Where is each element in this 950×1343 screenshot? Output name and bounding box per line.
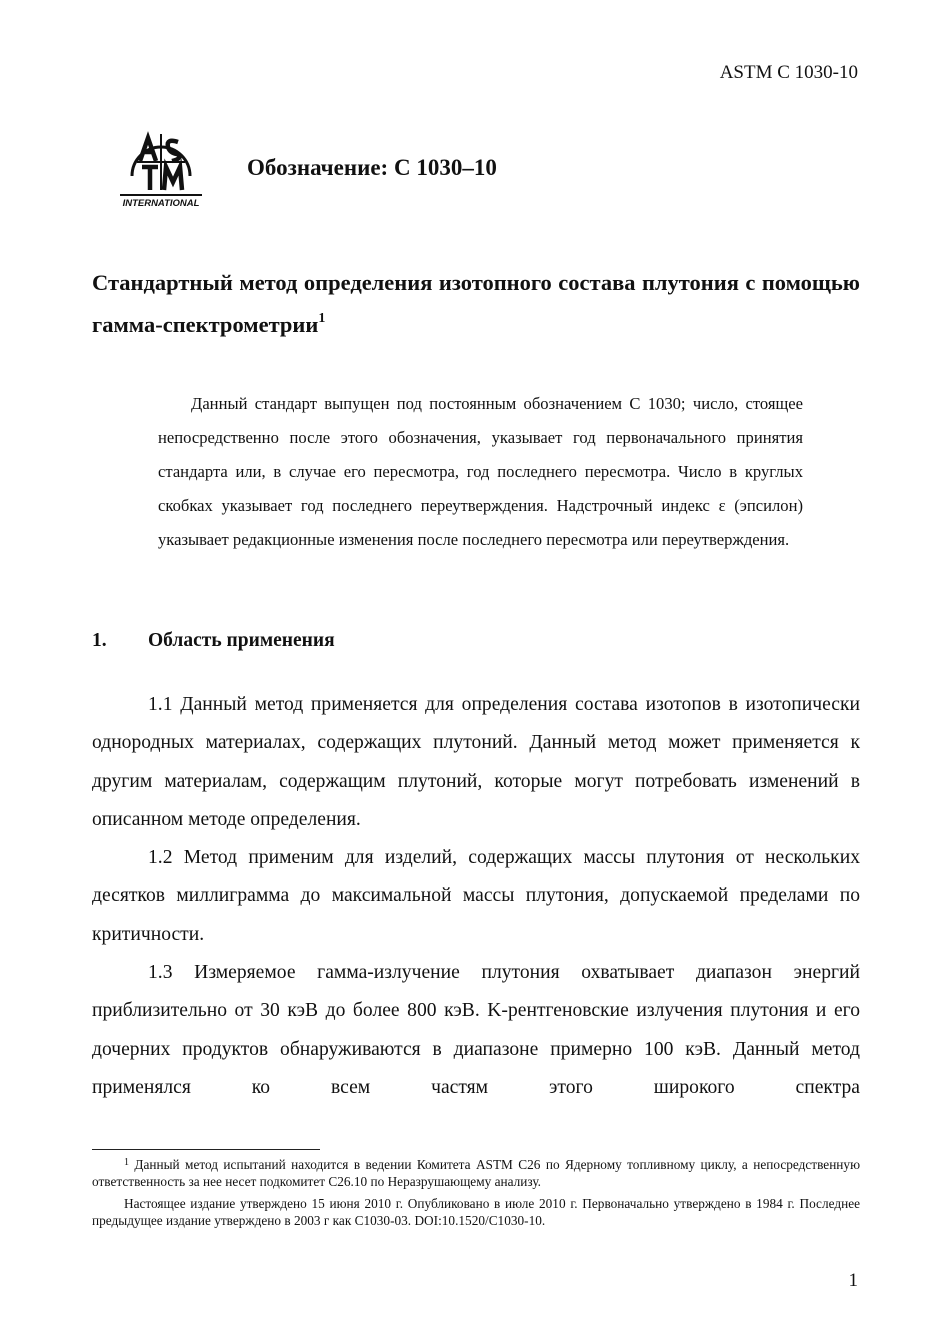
logo-caption: INTERNATIONAL	[122, 198, 200, 209]
document-code-header: ASTM C 1030-10	[719, 62, 858, 83]
footnote-1	[92, 1156, 860, 1190]
page-number: 1	[848, 1270, 858, 1291]
section-number: 1.	[92, 630, 107, 651]
footnote-divider	[92, 1149, 320, 1150]
footnote-2: Настоящее издание утверждено 15 июня 2010 г. Опубликовано в июле 2010 г. Первоначально утверждено в 1984 г. Последнее предыдущее издание утверждено в 2003 г как C1030-03. DOI:10.1520/C1030-10.	[92, 1196, 860, 1228]
astm-logo-icon	[118, 128, 204, 210]
footnote-1-text: Данный метод испытаний находится в ведении Комитета ASTM C26 по Ядерному топливному циклу, а непосредственную ответственность за нее несет подкомитет C26.10 по Неразрушающему анализу.	[92, 1157, 861, 1189]
paragraph-1-1: 1.1 Данный метод применяется для определения состава изотопов в изотопически однородных материалах, содержащих плутоний. Данный метод может применяется к другим материалам, содержащим плутоний, которые могут потребовать изменений в описанном методе определения.	[92, 694, 860, 831]
paragraph-1-2: 1.2 Метод применим для изделий, содержащих массы плутония от нескольких десятков миллиграмма до максимальной массы плутония, допускаемой пределами по критичности.	[92, 847, 860, 945]
designation-heading: Обозначение: C 1030–10	[247, 155, 497, 180]
footnote-mark: 1	[124, 1157, 129, 1168]
document-title-text: Стандартный метод определения изотопного состава плутония с помощью гамма-спектрометрии	[92, 270, 860, 337]
paragraph-1-3: 1.3 Измеряемое гамма-излучение плутония охватывает диапазон энергий приблизительно от 30 кэВ до более 800 кэВ. K-рентгеновские излучения плутония и его дочерних продуктов обнаруживаются в диапазоне примерно 100 кэВ. Данный метод применялся ко всем частям этого широкого спектра	[92, 962, 860, 1099]
section-title: Область применения	[148, 630, 335, 651]
document-title	[92, 262, 860, 346]
standard-notice: Данный стандарт выпущен под постоянным обозначением C 1030; число, стоящее непосредственно после этого обозначения, указывает год первоначального принятия стандарта или, в случае его пересмотра, год последнего пересмотра. Число в круглых скобках указывает год последнего переутверждения. Надстрочный индекс ε (эпсилон) указывает редакционные изменения после последнего пересмотра или переутверждения.	[158, 394, 803, 549]
title-footnote-mark[interactable]: 1	[318, 311, 326, 326]
